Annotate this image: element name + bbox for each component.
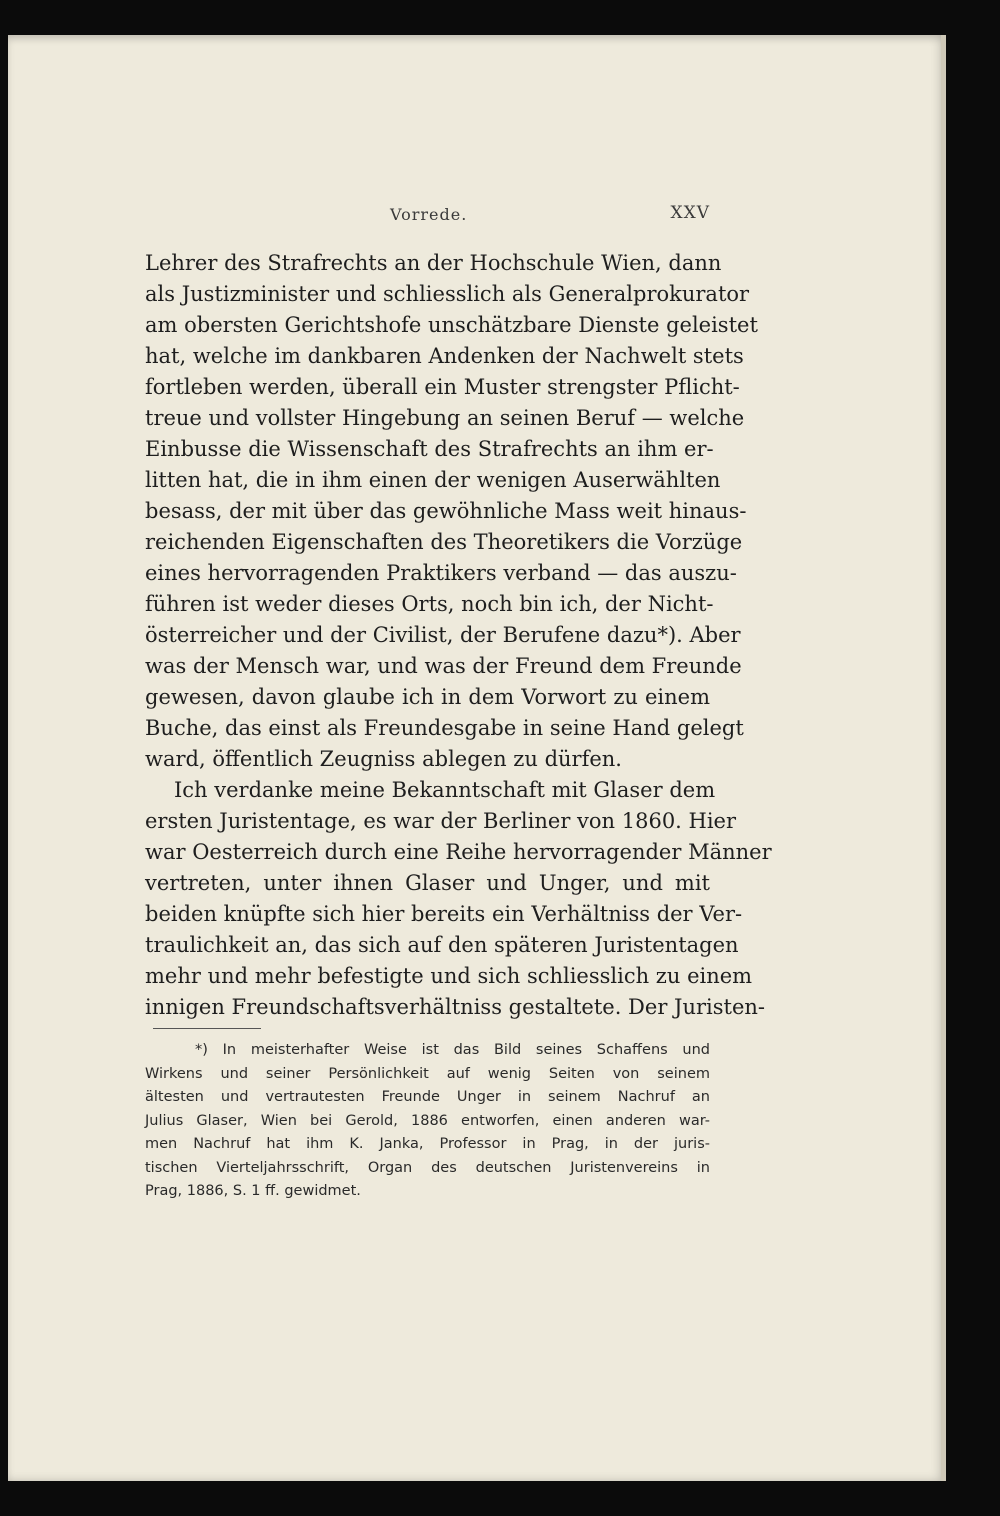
page-edge: [941, 35, 946, 1481]
page-number: XXV: [670, 203, 710, 223]
text-line: Ich verdanke meine Bekanntschaft mit Glaser dem: [174, 778, 716, 802]
text-line: hat, welche im dankbaren Andenken der Nachwelt stets: [145, 344, 744, 368]
text-line: ward, öffentlich Zeugniss ablegen zu dürfen.: [145, 747, 622, 771]
footnote-line: Julius Glaser, Wien bei Gerold, 1886 entworfen, einen anderen war-: [145, 1112, 710, 1129]
text-line: treue und vollster Hingebung an seinen Beruf — welche: [145, 406, 745, 430]
text-line: führen ist weder dieses Orts, noch bin ich, der Nicht-: [145, 592, 714, 616]
footnote-divider: [153, 1028, 261, 1029]
footnote-line: Prag, 1886, S. 1 ff. gewidmet.: [145, 1183, 361, 1199]
footnote-line: ältesten und vertrautesten Freunde Unger in seinem Nachruf an: [145, 1089, 710, 1105]
text-line: Lehrer des Strafrechts an der Hochschule Wien, dann: [145, 251, 722, 275]
footnote-line: Wirkens und seiner Persönlichkeit auf wenig Seiten von seinem: [145, 1065, 710, 1082]
text-line: beiden knüpfte sich hier bereits ein Verhältniss der Ver-: [145, 902, 743, 926]
footnote: [145, 1039, 710, 1204]
footnote-line: tischen Vierteljahrsschrift, Organ des deutschen Juristenvereins in: [145, 1159, 710, 1176]
text-line: vertreten, unter ihnen Glaser und Unger, und mit: [145, 871, 710, 895]
text-line: ersten Juristentage, es war der Berliner von 1860. Hier: [145, 809, 737, 833]
text-line: österreicher und der Civilist, der Berufene dazu*). Aber: [145, 623, 741, 647]
text-line: litten hat, die in ihm einen der wenigen Auserwählten: [145, 468, 721, 492]
footnote-line: men Nachruf hat ihm K. Janka, Professor in Prag, in der juris-: [145, 1136, 710, 1152]
book-page: [8, 35, 946, 1481]
text-line: was der Mensch war, und was der Freund dem Freunde: [145, 654, 742, 678]
running-head-title: Vorrede.: [390, 205, 468, 224]
text-line: reichenden Eigenschaften des Theoretikers die Vorzüge: [145, 530, 743, 554]
text-line: besass, der mit über das gewöhnliche Mass weit hinaus-: [145, 499, 747, 523]
text-line: mehr und mehr befestigte und sich schliesslich zu einem: [145, 964, 753, 988]
running-head: [8, 199, 946, 229]
text-line: gewesen, davon glaube ich in dem Vorwort zu einem: [145, 685, 710, 709]
text-line: traulichkeit an, das sich auf den späteren Juristentagen: [145, 933, 739, 957]
text-line: eines hervorragenden Praktikers verband — das auszu-: [145, 561, 737, 585]
text-line: war Oesterreich durch eine Reihe hervorragender Männer: [145, 840, 772, 864]
text-line: Einbusse die Wissenschaft des Strafrechts an ihm er-: [145, 437, 714, 461]
footnote-line: *) In meisterhafter Weise ist das Bild seines Schaffens und: [195, 1042, 710, 1058]
text-line: fortleben werden, überall ein Muster strengster Pflicht-: [145, 375, 740, 399]
text-line: innigen Freundschaftsverhältniss gestaltete. Der Juristen-: [145, 995, 766, 1019]
text-line: Buche, das einst als Freundesgabe in seine Hand gelegt: [145, 716, 744, 740]
main-text: [145, 248, 772, 1023]
text-line: am obersten Gerichtshofe unschätzbare Dienste geleistet: [145, 313, 758, 337]
text-line: als Justizminister und schliesslich als Generalprokurator: [145, 282, 750, 306]
